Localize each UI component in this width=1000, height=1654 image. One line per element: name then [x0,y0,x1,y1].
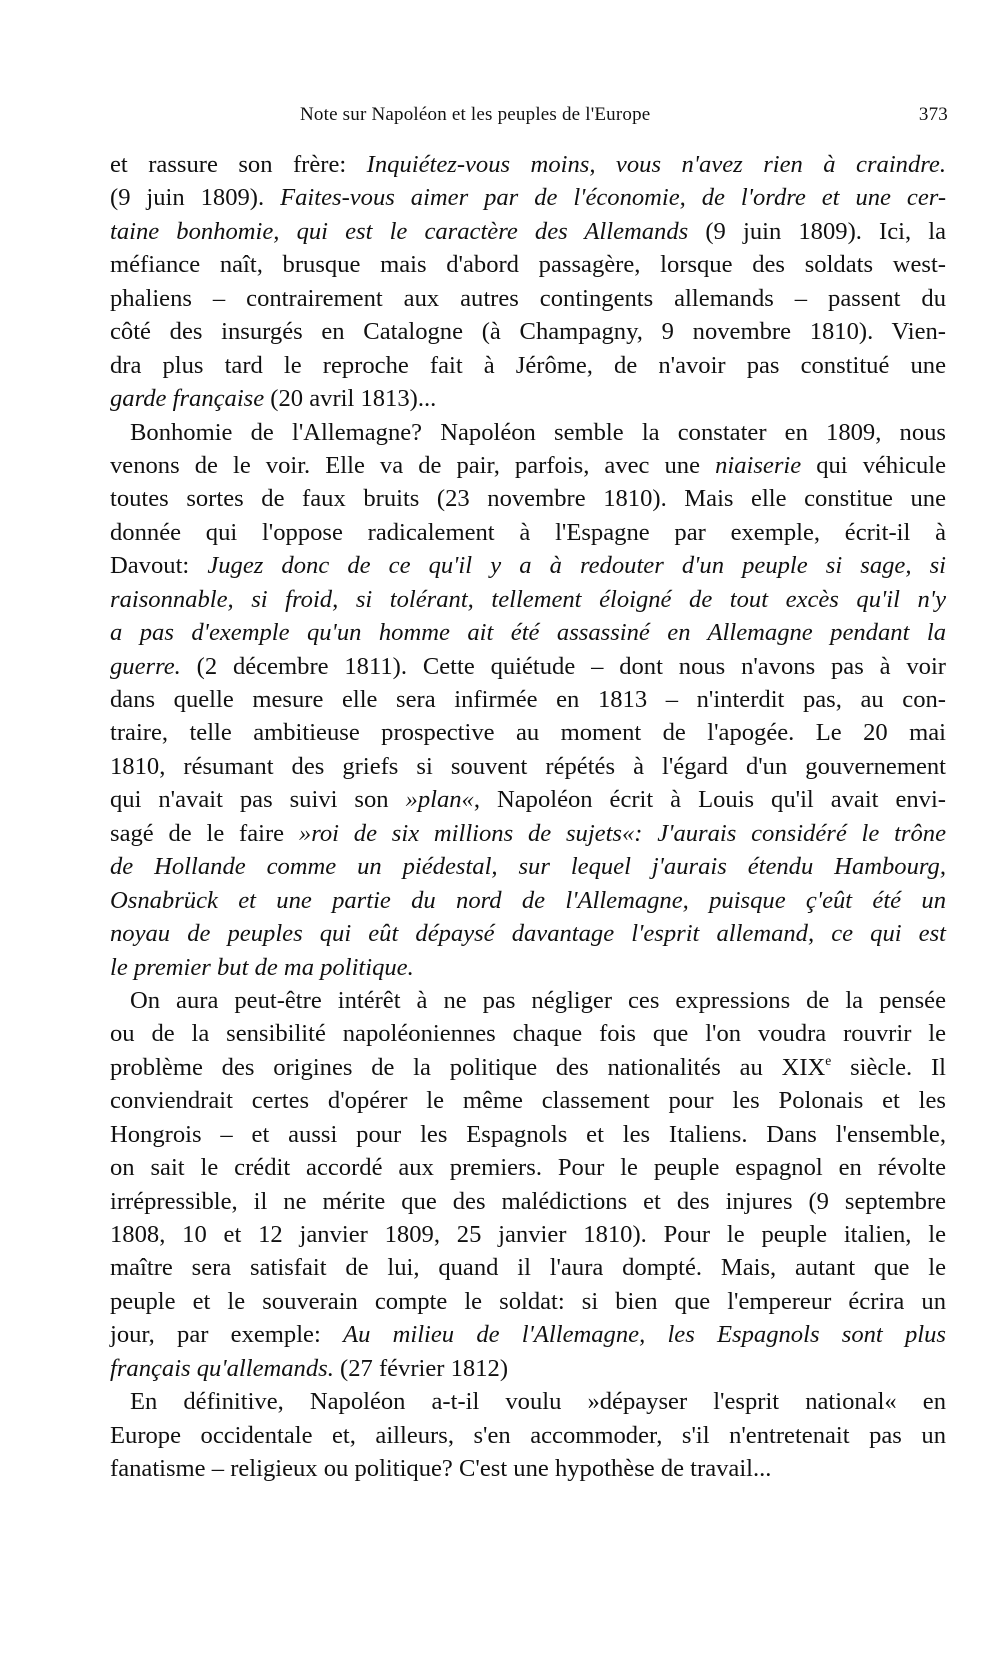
text-line: problème des origines de la politique des nationalités au XIXe siècle. Il [110,1052,946,1081]
text-line: Hongrois – et aussi pour les Espagnols et les Italiens. Dans l'ensemble, [110,1120,946,1148]
text-line: donnée qui l'oppose radicalement à l'Espagne par exemple, écrit-il à [110,518,946,546]
body-text [110,148,946,1486]
text-line: de Hollande comme un piédestal, sur lequel j'aurais étendu Hambourg, [110,853,946,881]
running-title: Note sur Napoléon et les peuples de l'Europe [300,104,651,125]
text-line: On aura peut-être intérêt à ne pas négliger ces expressions de la pensée [130,986,946,1014]
text-line: phaliens – contrairement aux autres contingents allemands – passent du [110,284,946,312]
text-line: français qu'allemands. (27 février 1812) [110,1354,509,1382]
text-line: sagé de le faire »roi de six millions de sujets«: J'aurais considéré le trône [110,819,946,847]
text-line: on sait le crédit accordé aux premiers. Pour le peuple espagnol en révolte [110,1154,946,1182]
text-line: conviendrait certes d'opérer le même classement pour les Polonais et les [110,1087,946,1115]
text-line: En définitive, Napoléon a-t-il voulu »dépayser l'esprit national« en [130,1388,946,1416]
text-line: dans quelle mesure elle sera infirmée en 1813 – n'interdit pas, au con- [110,686,946,713]
text-line: raisonnable, si froid, si tolérant, tellement éloigné de tout excès qu'il n'y [110,585,946,613]
text-line: 1810, résumant des griefs si souvent répétés à l'égard d'un gouvernement [110,752,946,780]
text-line: guerre. (2 décembre 1811). Cette quiétude – dont nous n'avons pas à voir [110,652,946,680]
text-line: peuple et le souverain compte le soldat: si bien que l'empereur écrira un [110,1287,946,1315]
text-line: venons de le voir. Elle va de pair, parfois, avec une niaiserie qui véhicule [110,451,946,479]
text-line: traire, telle ambitieuse prospective au moment de l'apogée. Le 20 mai [110,719,946,747]
text-line: a pas d'exemple qu'un homme ait été assassiné en Allemagne pendant la [110,619,946,647]
text-line: qui n'avait pas suivi son »plan«, Napoléon écrit à Louis qu'il avait envi- [110,786,946,814]
text-line: Europe occidentale et, ailleurs, s'en accommoder, s'il n'entretenait pas un [110,1421,946,1449]
text-line: Osnabrück et une partie du nord de l'Allemagne, puisque ç'eût été un [110,886,946,914]
text-line: taine bonhomie, qui est le caractère des Allemands (9 juin 1809). Ici, la [110,217,947,245]
text-line: (9 juin 1809). Faites-vous aimer par de l'économie, de l'ordre et une cer- [110,184,947,212]
text-line: dra plus tard le reproche fait à Jérôme, de n'avoir pas constitué une [110,351,946,379]
page-number: 373 [918,104,948,125]
text-line: Davout: Jugez donc de ce qu'il y a à redouter d'un peuple si sage, si [110,552,946,580]
text-line: 1808, 10 et 12 janvier 1809, 25 janvier 1810). Pour le peuple italien, le [110,1221,946,1248]
text-line: côté des insurgés en Catalogne (à Champagny, 9 novembre 1810). Vien- [110,318,946,346]
text-line: le premier but de ma politique. [110,953,414,981]
text-line: et rassure son frère: Inquiétez-vous moins, vous n'avez rien à craindre. [110,151,946,178]
text-line: méfiance naît, brusque mais d'abord passagère, lorsque des soldats west- [110,251,946,279]
text-line: fanatisme – religieux ou politique? C'est une hypothèse de travail... [110,1455,772,1483]
text-line: maître sera satisfait de lui, quand il l'aura dompté. Mais, autant que le [110,1254,946,1282]
text-line: jour, par exemple: Au milieu de l'Allemagne, les Espagnols sont plus [110,1321,946,1349]
text-line: irrépressible, il ne mérite que des malédictions et des injures (9 septembre [110,1187,946,1215]
text-line: Bonhomie de l'Allemagne? Napoléon semble la constater en 1809, nous [130,418,946,446]
text-line: noyau de peuples qui eût dépaysé davantage l'esprit allemand, ce qui est [110,920,946,948]
text-line: garde française (20 avril 1813)... [110,385,437,413]
text-line: ou de la sensibilité napoléoniennes chaque fois que l'on voudra rouvrir le [110,1020,946,1048]
text-line: toutes sortes de faux bruits (23 novembre 1810). Mais elle constitue une [110,485,946,513]
